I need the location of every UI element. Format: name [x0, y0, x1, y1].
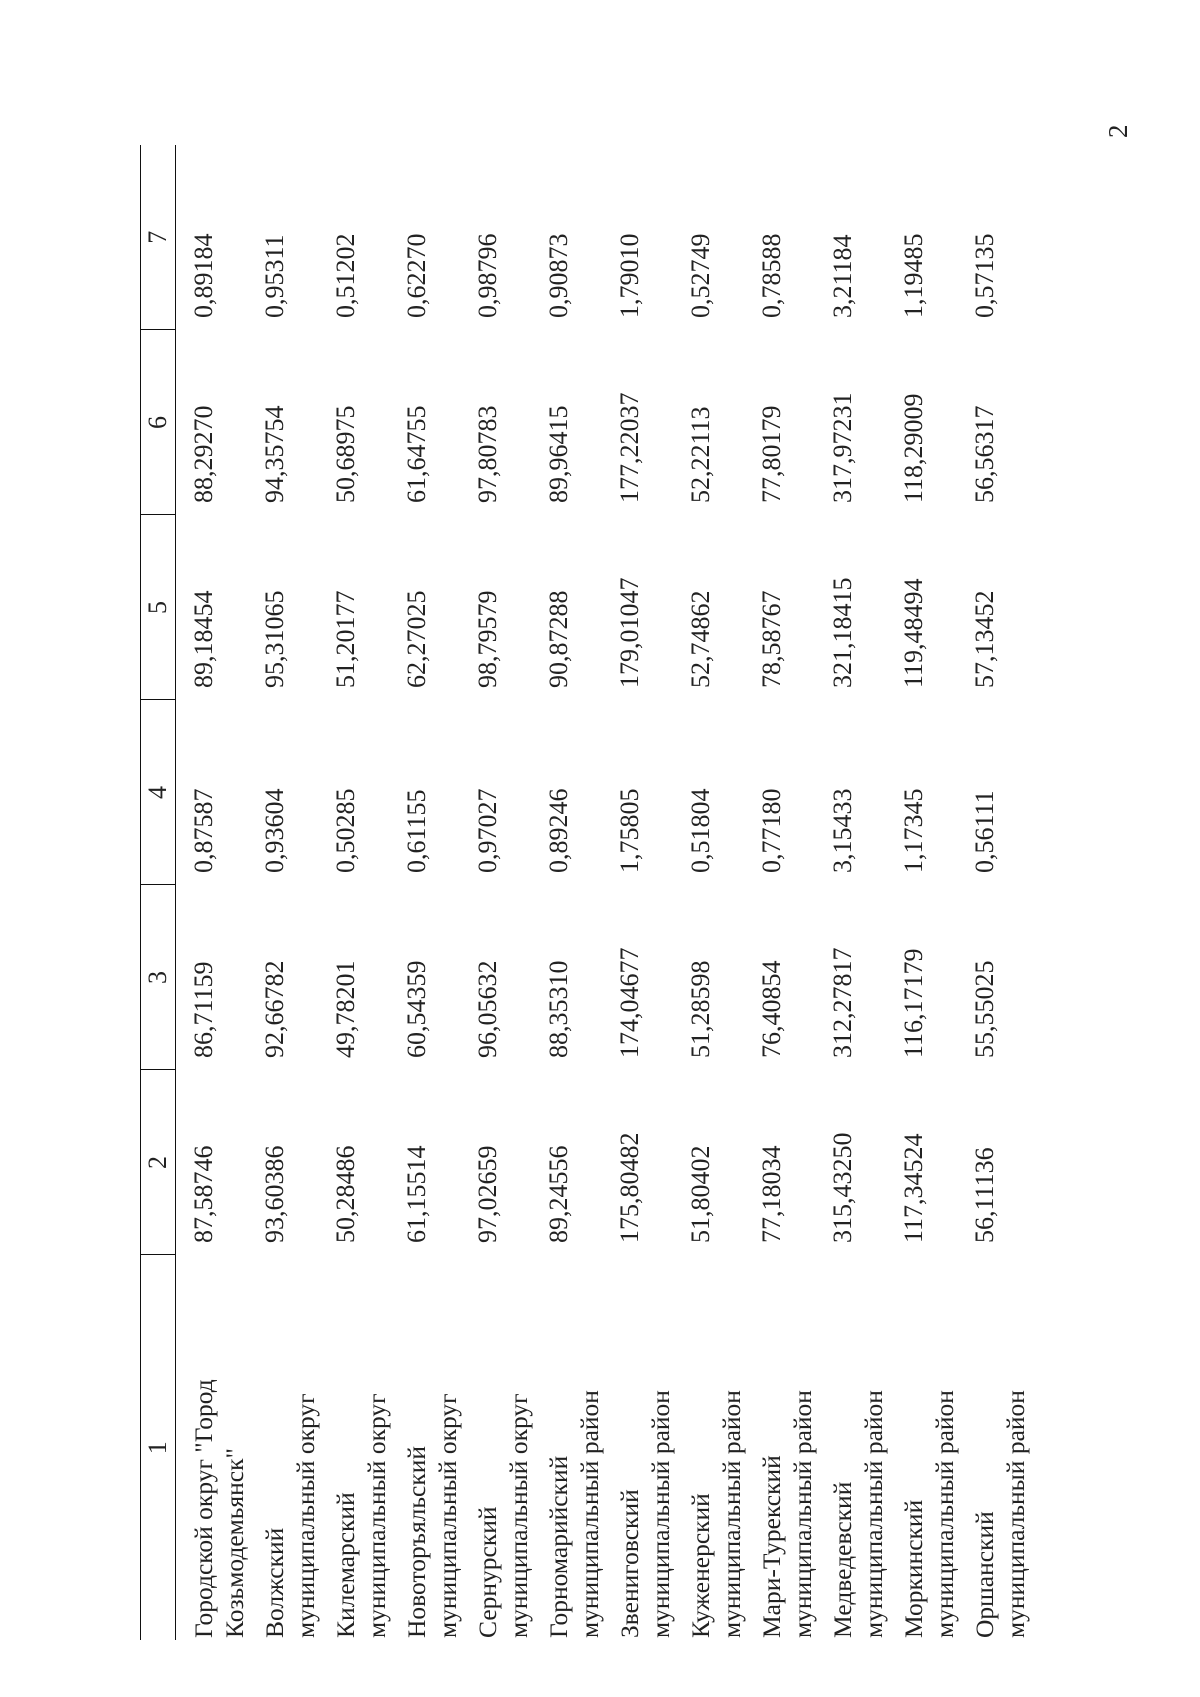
municipality-name-cell	[889, 1255, 960, 1640]
table-row	[534, 145, 605, 1640]
table-row	[676, 145, 747, 1640]
municipality-name-line: Килемарский	[331, 1492, 360, 1638]
value-cell: 87,58746	[189, 1145, 218, 1243]
value-cell: 317,97231	[828, 392, 857, 503]
value-cell: 1,75805	[615, 788, 644, 873]
municipality-name-line: муниципальный округ	[362, 1393, 391, 1638]
table-body	[176, 145, 1032, 1640]
value-cell: 0,57135	[970, 233, 999, 318]
column-header: 3	[141, 885, 176, 1070]
municipality-name-line: Городской округ "Город	[189, 1379, 218, 1638]
value-cell: 88,29270	[189, 405, 218, 503]
value-cell: 0,50285	[331, 788, 360, 873]
table-row	[463, 145, 534, 1640]
rotated-table-container	[140, 145, 1200, 1640]
value-cell: 78,58767	[757, 590, 786, 688]
value-cell: 1,17345	[899, 788, 928, 873]
value-cell: 50,28486	[331, 1145, 360, 1243]
municipality-name-cell	[605, 1255, 676, 1640]
value-cell: 0,95311	[260, 234, 289, 318]
value-cell: 116,17179	[899, 948, 928, 1058]
value-cell: 56,56317	[970, 405, 999, 503]
column-header: 2	[141, 1070, 176, 1255]
value-cell: 312,27817	[828, 947, 857, 1058]
value-cell: 97,80783	[473, 405, 502, 503]
municipality-name-cell	[463, 1255, 534, 1640]
value-cell: 98,79579	[473, 590, 502, 688]
table-row	[960, 145, 1031, 1640]
municipality-name-cell	[747, 1255, 818, 1640]
value-cell: 52,22113	[686, 406, 715, 503]
value-cell: 56,11136	[970, 1147, 999, 1243]
table-row	[818, 145, 889, 1640]
value-cell: 1,19485	[899, 233, 928, 318]
value-cell: 0,89184	[189, 233, 218, 318]
value-cell: 0,93604	[260, 788, 289, 873]
value-cell: 92,66782	[260, 960, 289, 1058]
value-cell: 117,34524	[899, 1133, 928, 1243]
municipality-name-line: Новоторъяльский	[402, 1445, 431, 1638]
municipality-name-line: Мари-Турекский	[757, 1455, 786, 1638]
municipality-name-line: муниципальный район	[1001, 1390, 1030, 1638]
page-number: 2	[1103, 124, 1133, 138]
table-header	[141, 145, 176, 1640]
value-cell: 52,74862	[686, 590, 715, 688]
table-row	[889, 145, 960, 1640]
municipality-name-cell	[960, 1255, 1031, 1640]
table-row	[392, 145, 463, 1640]
value-cell: 97,02659	[473, 1145, 502, 1243]
column-header: 6	[141, 330, 176, 515]
table-row	[747, 145, 818, 1640]
municipality-name-line: Медведевский	[828, 1481, 857, 1638]
value-cell: 0,62270	[402, 233, 431, 318]
municipality-name-line: Сернурский	[473, 1506, 502, 1638]
value-cell: 321,18415	[828, 577, 857, 688]
value-cell: 0,51804	[686, 788, 715, 873]
value-cell: 177,22037	[615, 392, 644, 503]
column-header: 5	[141, 515, 176, 700]
municipality-name-line: муниципальный округ	[291, 1393, 320, 1638]
value-cell: 174,04677	[615, 947, 644, 1058]
municipality-name-line: муниципальный район	[717, 1390, 746, 1638]
value-cell: 76,40854	[757, 960, 786, 1058]
municipality-name-cell	[676, 1255, 747, 1640]
value-cell: 61,15514	[402, 1145, 431, 1243]
value-cell: 0,78588	[757, 233, 786, 318]
municipality-name-line: Волжский	[260, 1527, 289, 1638]
municipality-name-line: муниципальный округ	[433, 1393, 462, 1638]
value-cell: 3,21184	[828, 234, 857, 318]
municipality-name-line: Оршанский	[970, 1511, 999, 1638]
value-cell: 0,77180	[757, 788, 786, 873]
header-row	[141, 145, 176, 1640]
value-cell: 119,48494	[899, 578, 928, 688]
municipality-name-line: Куженерский	[686, 1493, 715, 1638]
value-cell: 60,54359	[402, 960, 431, 1058]
table-row	[176, 145, 251, 1640]
value-cell: 77,18034	[757, 1145, 786, 1243]
municipality-name-line: муниципальный район	[859, 1390, 888, 1638]
municipality-name-cell	[534, 1255, 605, 1640]
value-cell: 86,71159	[189, 961, 218, 1058]
value-cell: 93,60386	[260, 1145, 289, 1243]
value-cell: 0,98796	[473, 233, 502, 318]
municipality-name-line: муниципальный район	[930, 1390, 959, 1638]
municipality-name-cell	[250, 1255, 321, 1640]
municipality-name-cell	[321, 1255, 392, 1640]
value-cell: 0,52749	[686, 233, 715, 318]
table-row	[250, 145, 321, 1640]
municipality-name-cell	[176, 1255, 251, 1640]
value-cell: 0,61155	[402, 789, 431, 873]
value-cell: 62,27025	[402, 590, 431, 688]
value-cell: 55,55025	[970, 960, 999, 1058]
column-header: 7	[141, 145, 176, 330]
municipality-name-cell	[392, 1255, 463, 1640]
value-cell: 51,20177	[331, 590, 360, 688]
municipality-name-line: Моркинский	[899, 1499, 928, 1638]
table-row	[321, 145, 392, 1640]
value-cell: 77,80179	[757, 405, 786, 503]
municipality-name-line: муниципальный округ	[504, 1393, 533, 1638]
value-cell: 89,96415	[544, 405, 573, 503]
value-cell: 315,43250	[828, 1132, 857, 1243]
table-row	[605, 145, 676, 1640]
value-cell: 0,90873	[544, 233, 573, 318]
value-cell: 0,87587	[189, 788, 218, 873]
value-cell: 88,35310	[544, 960, 573, 1058]
municipality-name-cell	[818, 1255, 889, 1640]
municipality-name-line: Козьмодемьянск"	[220, 1448, 249, 1638]
municipality-name-line: Звениговский	[615, 1489, 644, 1638]
value-cell: 49,78201	[331, 960, 360, 1058]
value-cell: 57,13452	[970, 590, 999, 688]
value-cell: 51,28598	[686, 960, 715, 1058]
value-cell: 96,05632	[473, 960, 502, 1058]
value-cell: 179,01047	[615, 577, 644, 688]
data-table	[140, 145, 1031, 1640]
column-header: 4	[141, 700, 176, 885]
value-cell: 94,35754	[260, 405, 289, 503]
value-cell: 61,64755	[402, 405, 431, 503]
value-cell: 95,31065	[260, 590, 289, 688]
municipality-name-line: Горномарийский	[544, 1455, 573, 1638]
value-cell: 0,51202	[331, 233, 360, 318]
value-cell: 1,79010	[615, 233, 644, 318]
municipality-name-line: муниципальный район	[646, 1390, 675, 1638]
value-cell: 0,56111	[970, 790, 999, 873]
value-cell: 3,15433	[828, 788, 857, 873]
value-cell: 51,80402	[686, 1145, 715, 1243]
column-header: 1	[141, 1255, 176, 1640]
value-cell: 175,80482	[615, 1132, 644, 1243]
municipality-name-line: муниципальный район	[788, 1390, 817, 1638]
value-cell: 0,97027	[473, 788, 502, 873]
value-cell: 118,29009	[899, 393, 928, 503]
value-cell: 90,87288	[544, 590, 573, 688]
municipality-name-line: муниципальный район	[575, 1390, 604, 1638]
value-cell: 0,89246	[544, 788, 573, 873]
value-cell: 89,24556	[544, 1145, 573, 1243]
value-cell: 89,18454	[189, 590, 218, 688]
value-cell: 50,68975	[331, 405, 360, 503]
